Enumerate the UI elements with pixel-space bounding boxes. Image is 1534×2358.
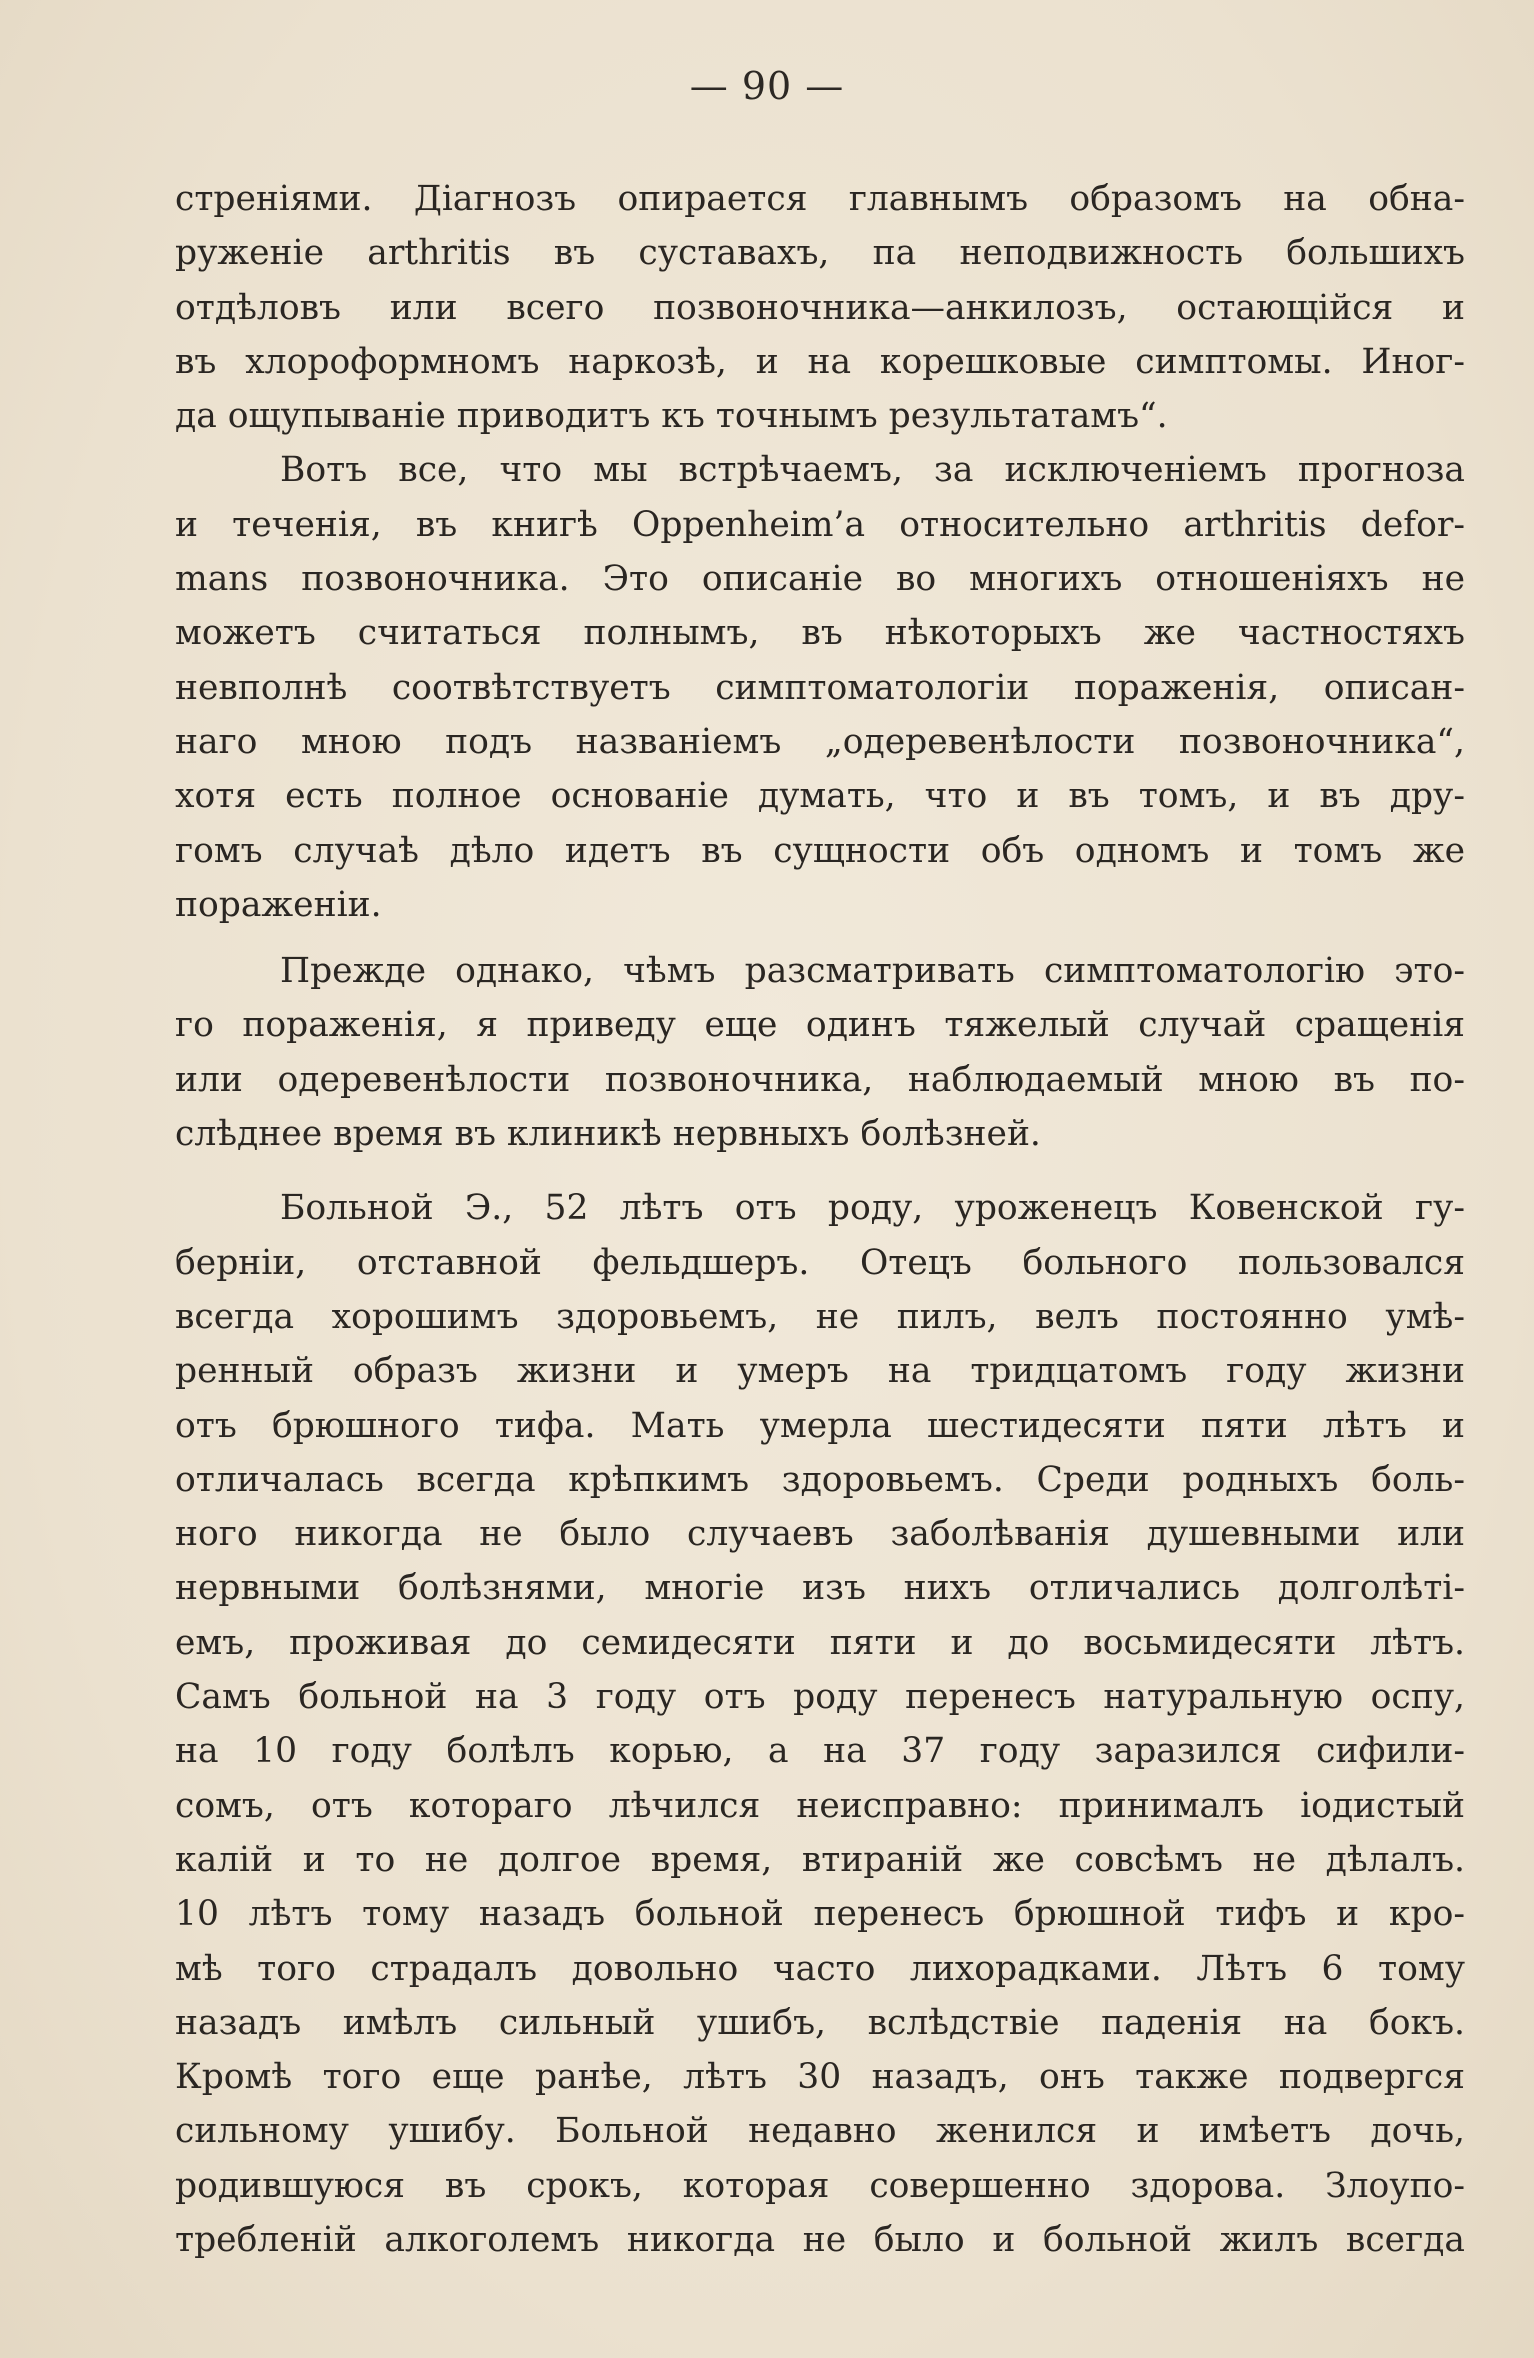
text-line: отличалась всегда крѣпкимъ здоровьемъ. Среди родныхъ боль-	[175, 1459, 1465, 1500]
text-line: да ощупываніе приводитъ къ точнымъ результатамъ“.	[175, 396, 1168, 437]
text-line: гомъ случаѣ дѣло идетъ въ сущности объ одномъ и томъ же	[175, 830, 1465, 871]
text-line: Вотъ все, что мы встрѣчаемъ, за исключеніемъ прогноза	[280, 450, 1465, 491]
text-line: емъ, проживая до семидесяти пяти и до восьмидесяти лѣтъ.	[175, 1622, 1465, 1663]
text-line: отдѣловъ или всего позвоночника—анкилозъ, остающійся и	[175, 287, 1465, 328]
text-line: стреніями. Діагнозъ опирается главнымъ образомъ на обна-	[175, 179, 1465, 219]
body-text	[175, 172, 1465, 2267]
text-line: ренный образъ жизни и умеръ на тридцатомъ году жизни	[175, 1351, 1465, 1392]
text-line: слѣднее время въ клиникѣ нервныхъ болѣзней.	[175, 1114, 1041, 1155]
text-line: назадъ имѣлъ сильный ушибъ, вслѣдствіе паденія на бокъ.	[175, 2002, 1465, 2043]
text-line: сильному ушибу. Больной недавно женился и имѣетъ дочь,	[175, 2111, 1465, 2152]
text-line: го пораженія, я приведу еще одинъ тяжелый случай сращенія	[175, 1005, 1465, 1046]
text-line: 10 лѣтъ тому назадъ больной перенесъ брюшной тифъ и кро-	[175, 1894, 1465, 1935]
text-line: на 10 году болѣлъ корью, а на 37 году заразился сифили-	[175, 1731, 1465, 1772]
text-line: mans позвоночника. Это описаніе во многихъ отношеніяхъ не	[175, 559, 1465, 600]
text-line: пораженіи.	[175, 884, 382, 925]
text-line: всегда хорошимъ здоровьемъ, не пилъ, велъ постоянно умѣ-	[175, 1296, 1465, 1337]
text-line: и теченія, въ книгѣ Oppenheim’a относительно arthritis defor-	[175, 504, 1465, 545]
text-line: Прежде однако, чѣмъ разсматривать симптоматологію это-	[280, 951, 1465, 992]
paragraph	[175, 172, 1465, 443]
text-line: въ хлороформномъ наркозѣ, и на корешковые симптомы. Иног-	[175, 341, 1465, 382]
text-line: хотя есть полное основаніе думать, что и въ томъ, и въ дру-	[175, 776, 1465, 817]
paragraph	[175, 944, 1465, 1161]
text-line: ного никогда не было случаевъ заболѣванія душевными или	[175, 1514, 1465, 1555]
text-line: Кромѣ того еще ранѣе, лѣтъ 30 назадъ, онъ также подвергся	[175, 2057, 1465, 2098]
text-line: родившуюся въ срокъ, которая совершенно здорова. Злоупо-	[175, 2165, 1465, 2206]
text-line: калій и то не долгое время, втираній же совсѣмъ не дѣлалъ.	[175, 1839, 1465, 1880]
text-line: Больной Э., 52 лѣтъ отъ роду, уроженецъ Ковенской гу-	[280, 1188, 1465, 1229]
text-line: наго мною подъ названіемъ „одеревенѣлости позвоночника“,	[175, 721, 1465, 762]
text-line: отъ брюшного тифа. Мать умерла шестидесяти пяти лѣтъ и	[175, 1405, 1465, 1446]
text-line: или одеревенѣлости позвоночника, наблюдаемый мною въ по-	[175, 1059, 1465, 1100]
text-line: мѣ того страдалъ довольно часто лихорадками. Лѣтъ 6 тому	[175, 1948, 1465, 1989]
text-line: берніи, отставной фельдшеръ. Отецъ больного пользовался	[175, 1242, 1465, 1283]
text-line: требленій алкоголемъ никогда не было и больной жилъ всегда	[175, 2219, 1465, 2260]
page-number: — 90 —	[689, 64, 845, 108]
text-line: невполнѣ соотвѣтствуетъ симптоматологіи пораженія, описан-	[175, 667, 1465, 708]
text-line: нервными болѣзнями, многіе изъ нихъ отличались долголѣті-	[175, 1568, 1465, 1609]
text-line: Самъ больной на 3 году отъ роду перенесъ натуральную оспу,	[175, 1677, 1465, 1718]
paragraph	[175, 1181, 1465, 2267]
text-line: можетъ считаться полнымъ, въ нѣкоторыхъ же частностяхъ	[175, 613, 1465, 654]
text-line: руженіе arthritis въ суставахъ, па неподвижность большихъ	[175, 233, 1465, 274]
paragraph	[175, 443, 1465, 932]
text-line: сомъ, отъ котораго лѣчился неисправно: принималъ іодистый	[175, 1785, 1465, 1826]
